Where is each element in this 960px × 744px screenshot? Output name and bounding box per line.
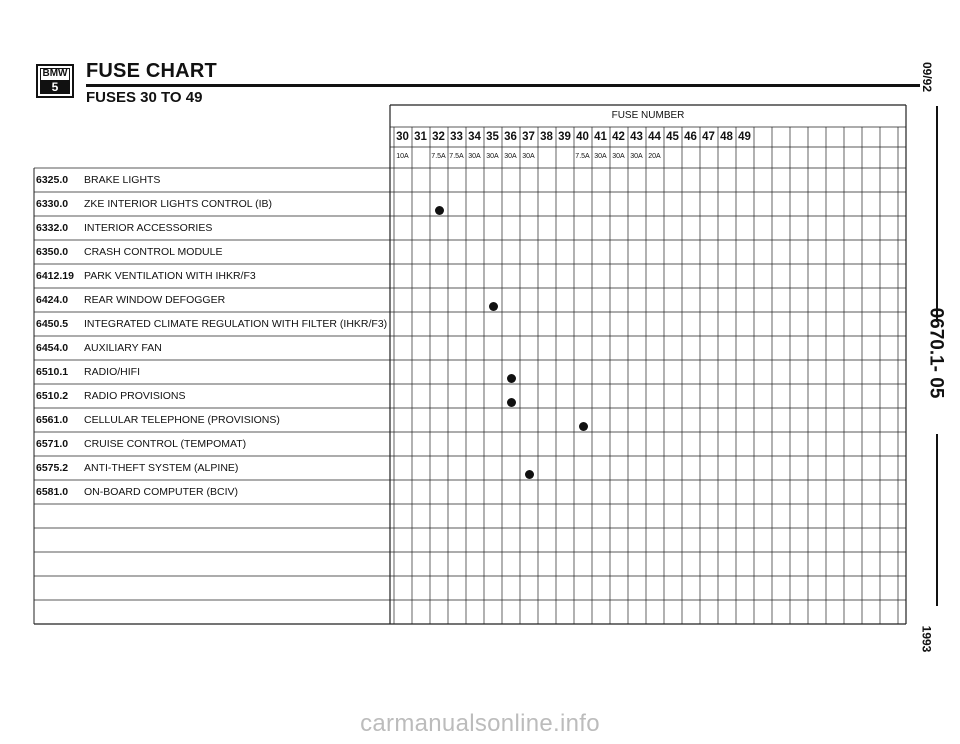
fuse-marker-dot	[525, 470, 534, 479]
fuse-number-45: 45	[666, 131, 679, 143]
fuse-number-43: 43	[630, 131, 643, 143]
fuse-number-32: 32	[432, 131, 445, 143]
fuse-number-37: 37	[522, 131, 535, 143]
fuse-marker-dot	[489, 302, 498, 311]
fuse-number-31: 31	[414, 131, 427, 143]
fuse-number-46: 46	[684, 131, 697, 143]
fuse-marker-dot	[507, 398, 516, 407]
fuse-amperage-37: 30A	[522, 153, 535, 160]
row-description: INTERIOR ACCESSORIES	[84, 222, 213, 234]
fuse-number-47: 47	[702, 131, 715, 143]
page-subtitle: FUSES 30 TO 49	[86, 89, 203, 106]
row-description: PARK VENTILATION WITH IHKR/F3	[84, 270, 256, 282]
row-description: INTEGRATED CLIMATE REGULATION WITH FILTER (IHKR/F3)	[84, 318, 388, 330]
fuse-number-48: 48	[720, 131, 733, 143]
fuse-number-41: 41	[594, 131, 607, 143]
row-description: ANTI-THEFT SYSTEM (ALPINE)	[84, 462, 239, 474]
fuse-amperage-40: 7.5A	[575, 153, 590, 160]
row-description: BRAKE LIGHTS	[84, 174, 161, 186]
row-code: 6412.19	[36, 270, 74, 282]
row-code: 6325.0	[36, 174, 69, 186]
fuse-number-30: 30	[396, 131, 409, 143]
fuse-marker-dot	[435, 206, 444, 215]
row-code: 6424.0	[36, 294, 69, 306]
logo-top-text: BMW	[40, 68, 70, 81]
fuse-number-49: 49	[738, 131, 751, 143]
fuse-number-38: 38	[540, 131, 553, 143]
fuse-amperage-43: 30A	[630, 153, 643, 160]
row-code: 6330.0	[36, 198, 69, 210]
row-description: REAR WINDOW DEFOGGER	[84, 294, 226, 306]
page-title: FUSE CHART	[86, 60, 217, 82]
row-code: 6450.5	[36, 318, 69, 330]
row-code: 6332.0	[36, 222, 69, 234]
fuse-number-36: 36	[504, 131, 517, 143]
watermark: carmanualsonline.info	[360, 710, 600, 737]
fuse-amperage-33: 7.5A	[449, 153, 464, 160]
row-code: 6510.2	[36, 390, 69, 402]
fuse-amperage-34: 30A	[468, 153, 481, 160]
row-description: CRUISE CONTROL (TEMPOMAT)	[84, 438, 247, 450]
fuse-number-35: 35	[486, 131, 499, 143]
row-code: 6454.0	[36, 342, 69, 354]
row-code: 6561.0	[36, 414, 69, 426]
fuse-number-header: FUSE NUMBER	[611, 110, 685, 121]
fuse-amperage-35: 30A	[486, 153, 499, 160]
side-date: 09/92	[920, 61, 935, 93]
side-document-code: 0670.1- 05	[925, 307, 947, 399]
fuse-number-44: 44	[648, 131, 661, 143]
fuse-number-39: 39	[558, 131, 571, 143]
fuse-amperage-42: 30A	[612, 153, 625, 160]
row-description: CRASH CONTROL MODULE	[84, 246, 223, 258]
side-year: 1993	[919, 625, 934, 653]
fuse-amperage-36: 30A	[504, 153, 517, 160]
fuse-number-34: 34	[468, 131, 481, 143]
fuse-amperage-41: 30A	[594, 153, 607, 160]
row-code: 6571.0	[36, 438, 69, 450]
logo-bottom-text: 5	[40, 80, 70, 94]
row-description: ON-BOARD COMPUTER (BCIV)	[84, 486, 239, 498]
fuse-amperage-30: 10A	[396, 153, 409, 160]
row-description: ZKE INTERIOR LIGHTS CONTROL (IB)	[84, 198, 273, 210]
row-description: CELLULAR TELEPHONE (PROVISIONS)	[84, 414, 280, 426]
fuse-amperage-32: 7.5A	[431, 153, 446, 160]
row-description: AUXILIARY FAN	[84, 342, 162, 354]
fuse-number-33: 33	[450, 131, 463, 143]
row-code: 6581.0	[36, 486, 69, 498]
row-description: RADIO PROVISIONS	[84, 390, 186, 402]
fuse-number-42: 42	[612, 131, 625, 143]
row-description: RADIO/HIFI	[84, 366, 141, 378]
fuse-amperage-44: 20A	[648, 153, 661, 160]
row-code: 6350.0	[36, 246, 69, 258]
row-code: 6510.1	[36, 366, 69, 378]
row-code: 6575.2	[36, 462, 69, 474]
fuse-marker-dot	[579, 422, 588, 431]
fuse-number-40: 40	[576, 131, 589, 143]
fuse-marker-dot	[507, 374, 516, 383]
